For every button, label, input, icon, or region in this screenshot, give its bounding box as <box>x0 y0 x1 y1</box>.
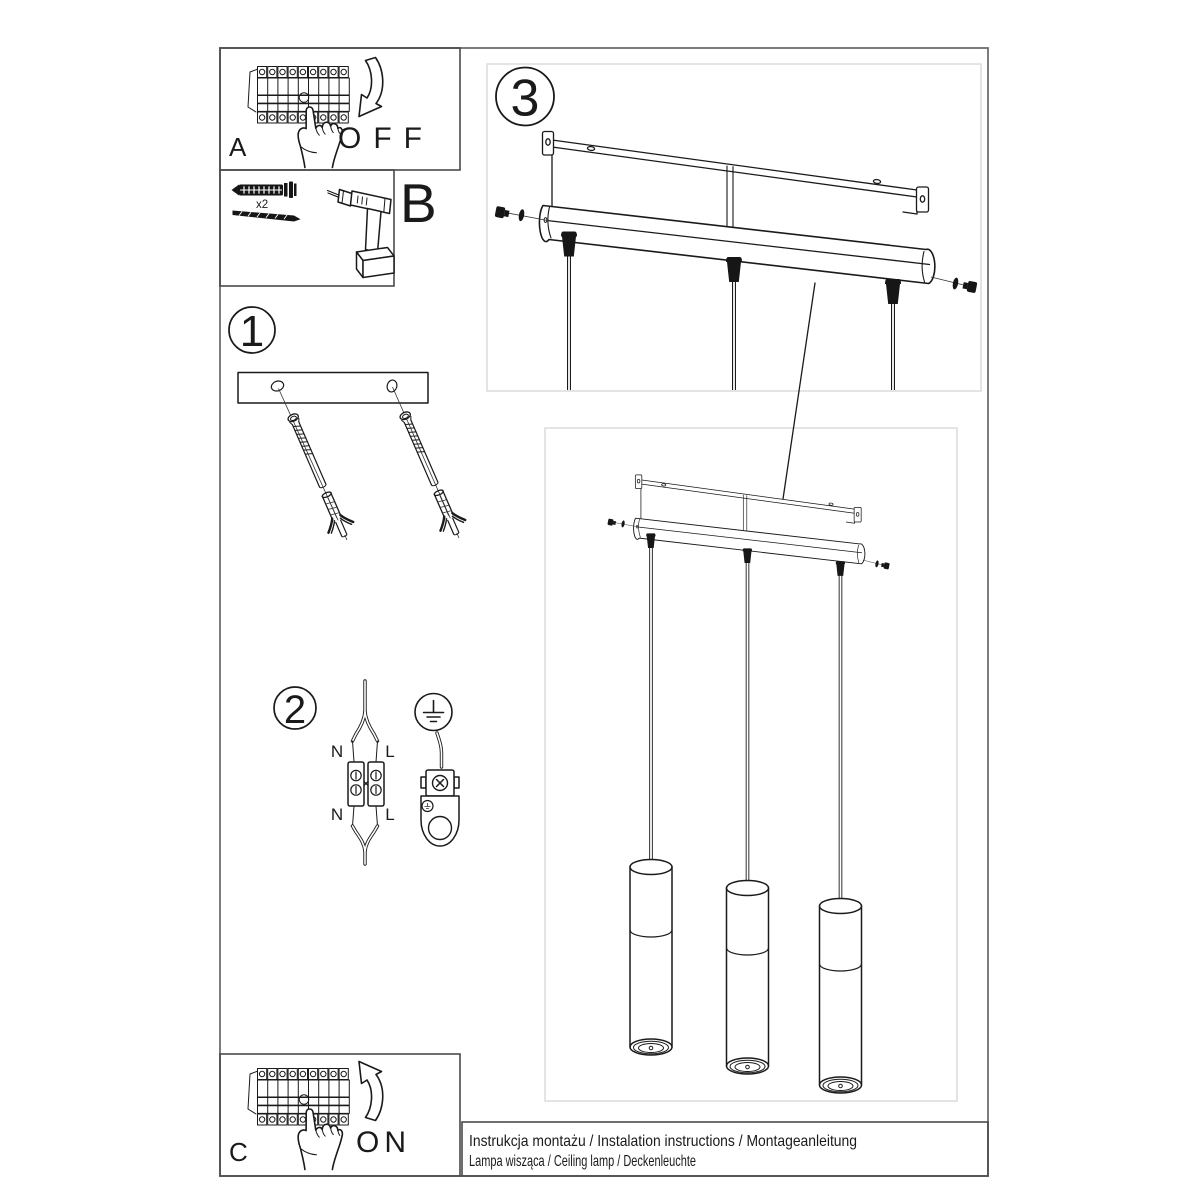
footer-line2: Lampa wisząca / Ceiling lamp / Deckenleuchte <box>469 1153 697 1170</box>
screw-icon <box>233 211 301 222</box>
step-3 <box>495 68 978 500</box>
arrow-up-icon <box>359 1062 383 1121</box>
step2-number: 2 <box>283 688 307 732</box>
panel-c-label: C <box>229 1137 248 1167</box>
drill-icon <box>328 190 395 278</box>
arrow-down-icon <box>359 58 383 117</box>
footer <box>469 1133 857 1170</box>
panel-a-label: A <box>229 132 247 162</box>
wire-label-n-top: N <box>330 742 344 761</box>
wall-plug-icon <box>232 182 297 199</box>
pendant-cylinder <box>630 860 672 1056</box>
panel-a-state: OFF <box>338 122 434 155</box>
step3-number: 3 <box>510 69 540 128</box>
terminal-block <box>348 762 384 806</box>
wire-label-l-bottom: L <box>385 805 395 824</box>
panel-b <box>232 172 437 278</box>
wire-label-l-top: L <box>385 742 395 761</box>
ground-clamp <box>421 770 459 846</box>
step-2 <box>274 681 459 864</box>
panel-b-label: B <box>400 172 437 234</box>
lamp-view <box>607 475 889 1093</box>
supply-wires <box>353 681 378 762</box>
pendant-cylinder <box>727 881 769 1075</box>
step-1 <box>229 307 469 542</box>
lamp-wires <box>353 806 378 864</box>
ground-wire <box>437 733 442 767</box>
panel-c <box>229 1062 411 1170</box>
mounting-plate <box>238 373 428 404</box>
footer-line1: Instrukcja montażu / Instalation instructions / Montageanleitung <box>469 1133 857 1150</box>
plug-quantity: x2 <box>256 199 269 211</box>
panel-c-state: ON <box>356 1126 411 1159</box>
step1-number: 1 <box>239 307 265 356</box>
panel-a <box>229 58 434 168</box>
wire-label-n-bottom: N <box>330 805 344 824</box>
pendant-cylinder <box>820 899 862 1094</box>
pendant-cables <box>651 546 841 907</box>
ground-symbol-icon <box>415 694 452 731</box>
